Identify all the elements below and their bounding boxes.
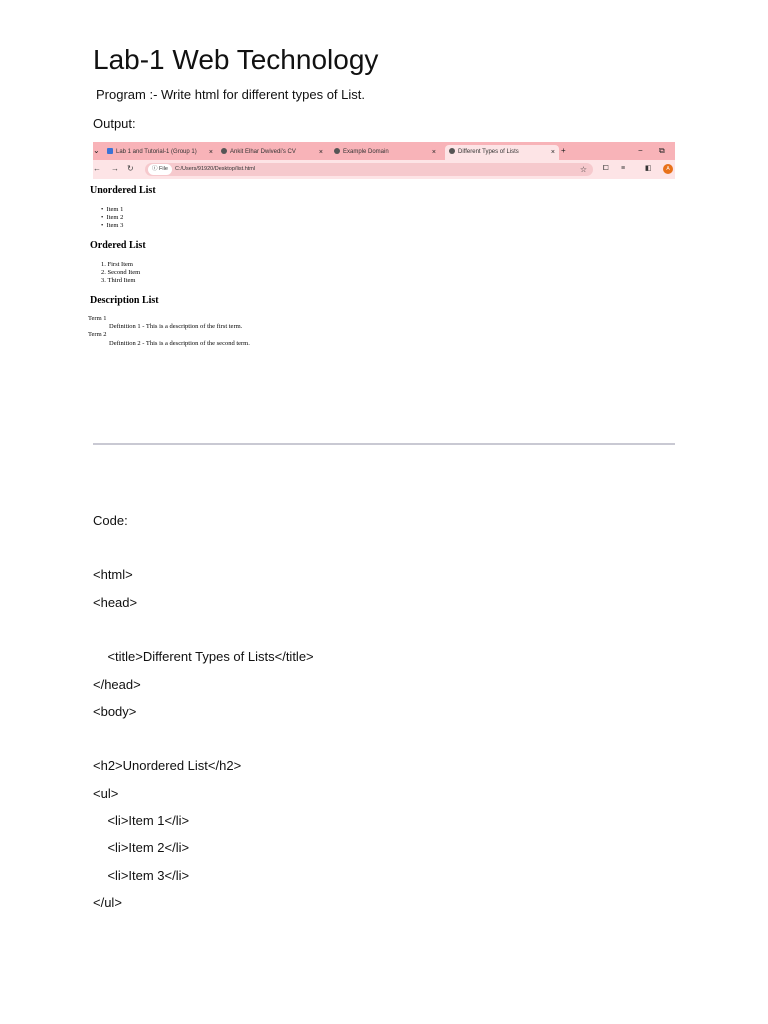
avatar[interactable]: A [663, 164, 673, 174]
heading-unordered: Unordered List [90, 185, 156, 196]
code-line: <title>Different Types of Lists</title> [93, 649, 314, 664]
side-panel-icon[interactable]: ◧ [645, 165, 652, 172]
tab-label: Ankit Elhar Dwivedi's CV [230, 149, 296, 155]
close-icon[interactable]: × [550, 149, 555, 156]
dl-term: Term 1 [88, 315, 107, 322]
minimize-button[interactable]: − [638, 146, 643, 155]
ol-item: 2. Second Item [101, 269, 141, 276]
globe-icon [334, 148, 340, 154]
code-line: </head> [93, 677, 141, 692]
code-line: <h2>Unordered List</h2> [93, 758, 242, 773]
address-bar[interactable] [145, 163, 593, 176]
divider [93, 443, 675, 445]
info-icon: ⓘ [152, 166, 160, 172]
tab-label: Lab 1 and Tutorial-1 (Group 1) [116, 149, 197, 155]
url-text[interactable]: C:/Users/91920/Desktop/list.html [175, 166, 256, 172]
program-statement: Program :- Write html for different types of List. [96, 87, 366, 102]
new-tab-button[interactable]: + [561, 146, 566, 155]
ol-item: 3. Third Item [101, 277, 136, 284]
tab-search-icon[interactable]: ≡ [621, 165, 626, 172]
chevron-down-icon[interactable]: ⌄ [93, 146, 100, 155]
reload-icon[interactable]: ↻ [127, 164, 134, 173]
tab-label: Different Types of Lists [458, 149, 519, 155]
restore-button[interactable]: ⧉ [659, 146, 665, 155]
ul-item: • Item 1 [101, 206, 124, 213]
close-icon[interactable]: × [431, 149, 436, 156]
star-icon[interactable]: ☆ [579, 165, 587, 174]
browser-screenshot [88, 142, 675, 358]
dl-definition: Definition 2 - This is a description of the second term. [109, 340, 250, 347]
heading-ordered: Ordered List [90, 240, 146, 251]
close-icon[interactable]: × [208, 149, 213, 156]
page-title: Lab-1 Web Technology [93, 44, 379, 75]
file-chip-label: File [159, 166, 168, 172]
globe-icon [221, 148, 227, 154]
address-toolbar [93, 160, 675, 179]
close-icon[interactable]: × [318, 149, 323, 156]
code-line: <ul> [93, 786, 119, 801]
tab-label: Example Domain [343, 149, 389, 155]
code-line: <body> [93, 704, 137, 719]
output-label: Output: [93, 116, 136, 131]
code-line: <li>Item 1</li> [93, 813, 190, 828]
ul-item: • Item 3 [101, 222, 124, 229]
ul-item: • Item 2 [101, 214, 124, 221]
dl-term: Term 2 [88, 331, 107, 338]
code-line: </ul> [93, 895, 122, 910]
tab-strip [93, 142, 675, 160]
tab-cv[interactable] [221, 145, 327, 160]
tab-lab1[interactable] [107, 145, 217, 160]
heading-description: Description List [90, 295, 159, 306]
code-line: <html> [93, 567, 133, 582]
drive-icon [107, 148, 113, 154]
code-line: <li>Item 3</li> [93, 868, 190, 883]
code-line: <li>Item 2</li> [93, 840, 190, 855]
file-chip[interactable] [148, 164, 172, 175]
extensions-icon[interactable]: ⧠ [603, 165, 609, 172]
tab-different-types-of-lists[interactable] [445, 145, 559, 160]
forward-icon[interactable]: → [111, 164, 119, 173]
tab-example-domain[interactable] [334, 145, 440, 160]
back-icon[interactable]: ← [93, 164, 101, 173]
ol-item: 1. First Item [101, 261, 133, 268]
code-line: <head> [93, 595, 138, 610]
dl-definition: Definition 1 - This is a description of the first term. [109, 323, 243, 330]
globe-icon [449, 148, 455, 154]
code-label: Code: [93, 513, 128, 528]
